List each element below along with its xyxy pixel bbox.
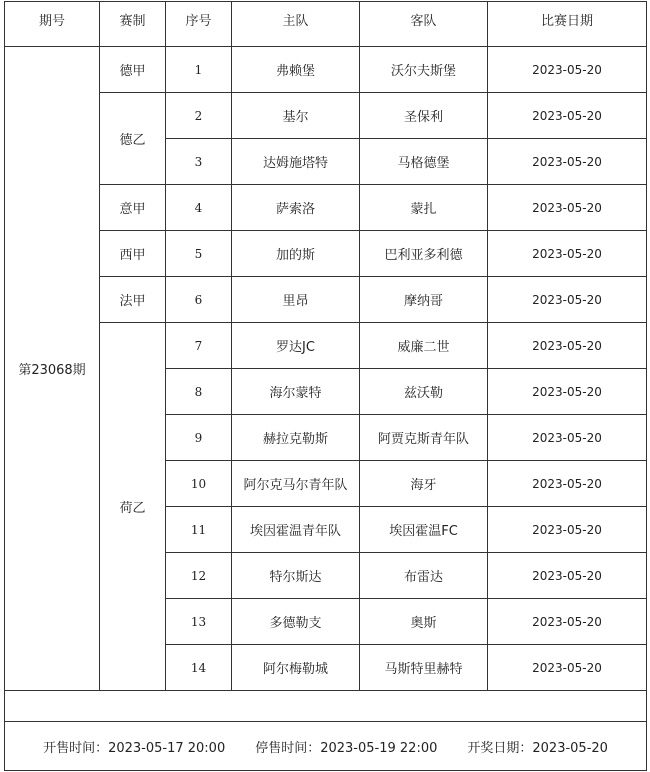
- home-team-cell: 达姆施塔特: [232, 139, 360, 185]
- away-team-cell: 蒙扎: [360, 185, 488, 231]
- footer-row: [5, 722, 647, 771]
- date-cell: 2023-05-20: [488, 231, 647, 277]
- header-league: 赛制: [100, 2, 166, 47]
- home-team-cell: 萨索洛: [232, 185, 360, 231]
- blank-cell: [5, 691, 647, 722]
- home-team-cell: 阿尔克马尔青年队: [232, 461, 360, 507]
- league-cell: 荷乙: [100, 323, 166, 691]
- seq-cell: 14: [166, 645, 232, 691]
- league-cell: 德乙: [100, 93, 166, 185]
- header-date: 比赛日期: [488, 2, 647, 47]
- seq-cell: 9: [166, 415, 232, 461]
- away-team-cell: 巴利亚多利德: [360, 231, 488, 277]
- seq-cell: 13: [166, 599, 232, 645]
- league-cell: 德甲: [100, 47, 166, 93]
- sale-stop-time: 停售时间：2023-05-19 22:00: [255, 740, 438, 756]
- home-team-cell: 多德勒支: [232, 599, 360, 645]
- seq-cell: 7: [166, 323, 232, 369]
- seq-cell: 6: [166, 277, 232, 323]
- date-cell: 2023-05-20: [488, 323, 647, 369]
- header-seq: 序号: [166, 2, 232, 47]
- date-cell: 2023-05-20: [488, 369, 647, 415]
- sale-start-time: 开售时间：2023-05-17 20:00: [43, 740, 226, 756]
- seq-cell: 2: [166, 93, 232, 139]
- away-team-cell: 圣保利: [360, 93, 488, 139]
- away-team-cell: 马斯特里赫特: [360, 645, 488, 691]
- away-team-cell: 兹沃勒: [360, 369, 488, 415]
- home-team-cell: 埃因霍温青年队: [232, 507, 360, 553]
- home-team-cell: 阿尔梅勒城: [232, 645, 360, 691]
- seq-cell: 12: [166, 553, 232, 599]
- seq-cell: 3: [166, 139, 232, 185]
- away-team-cell: 布雷达: [360, 553, 488, 599]
- table-row: [5, 323, 647, 369]
- blank-row: [5, 691, 647, 722]
- home-team-cell: 赫拉克勒斯: [232, 415, 360, 461]
- home-team-cell: 基尔: [232, 93, 360, 139]
- footer-cell: [5, 722, 647, 771]
- league-cell: 意甲: [100, 185, 166, 231]
- home-team-cell: 加的斯: [232, 231, 360, 277]
- league-cell: 西甲: [100, 231, 166, 277]
- table-row: [5, 185, 647, 231]
- header-row: [5, 2, 647, 47]
- date-cell: 2023-05-20: [488, 139, 647, 185]
- league-cell: 法甲: [100, 277, 166, 323]
- away-team-cell: 海牙: [360, 461, 488, 507]
- away-team-cell: 摩纳哥: [360, 277, 488, 323]
- table-row: [5, 277, 647, 323]
- date-cell: 2023-05-20: [488, 461, 647, 507]
- date-cell: 2023-05-20: [488, 185, 647, 231]
- match-schedule-table: [4, 1, 647, 771]
- away-team-cell: 威廉二世: [360, 323, 488, 369]
- away-team-cell: 阿贾克斯青年队: [360, 415, 488, 461]
- lottery-schedule: [4, 1, 646, 771]
- date-cell: 2023-05-20: [488, 415, 647, 461]
- seq-cell: 4: [166, 185, 232, 231]
- table-row: [5, 47, 647, 93]
- seq-cell: 10: [166, 461, 232, 507]
- period-cell: 第23068期: [5, 47, 100, 691]
- date-cell: 2023-05-20: [488, 599, 647, 645]
- date-cell: 2023-05-20: [488, 507, 647, 553]
- draw-date: 开奖日期：2023-05-20: [467, 740, 608, 756]
- date-cell: 2023-05-20: [488, 645, 647, 691]
- away-team-cell: 埃因霍温FC: [360, 507, 488, 553]
- date-cell: 2023-05-20: [488, 277, 647, 323]
- home-team-cell: 里昂: [232, 277, 360, 323]
- date-cell: 2023-05-20: [488, 93, 647, 139]
- seq-cell: 1: [166, 47, 232, 93]
- home-team-cell: 海尔蒙特: [232, 369, 360, 415]
- seq-cell: 8: [166, 369, 232, 415]
- seq-cell: 5: [166, 231, 232, 277]
- date-cell: 2023-05-20: [488, 47, 647, 93]
- table-row: [5, 231, 647, 277]
- away-team-cell: 沃尔夫斯堡: [360, 47, 488, 93]
- home-team-cell: 罗达JC: [232, 323, 360, 369]
- header-home: 主队: [232, 2, 360, 47]
- header-period: 期号: [5, 2, 100, 47]
- home-team-cell: 特尔斯达: [232, 553, 360, 599]
- home-team-cell: 弗赖堡: [232, 47, 360, 93]
- header-away: 客队: [360, 2, 488, 47]
- seq-cell: 11: [166, 507, 232, 553]
- away-team-cell: 奥斯: [360, 599, 488, 645]
- away-team-cell: 马格德堡: [360, 139, 488, 185]
- date-cell: 2023-05-20: [488, 553, 647, 599]
- table-row: [5, 93, 647, 139]
